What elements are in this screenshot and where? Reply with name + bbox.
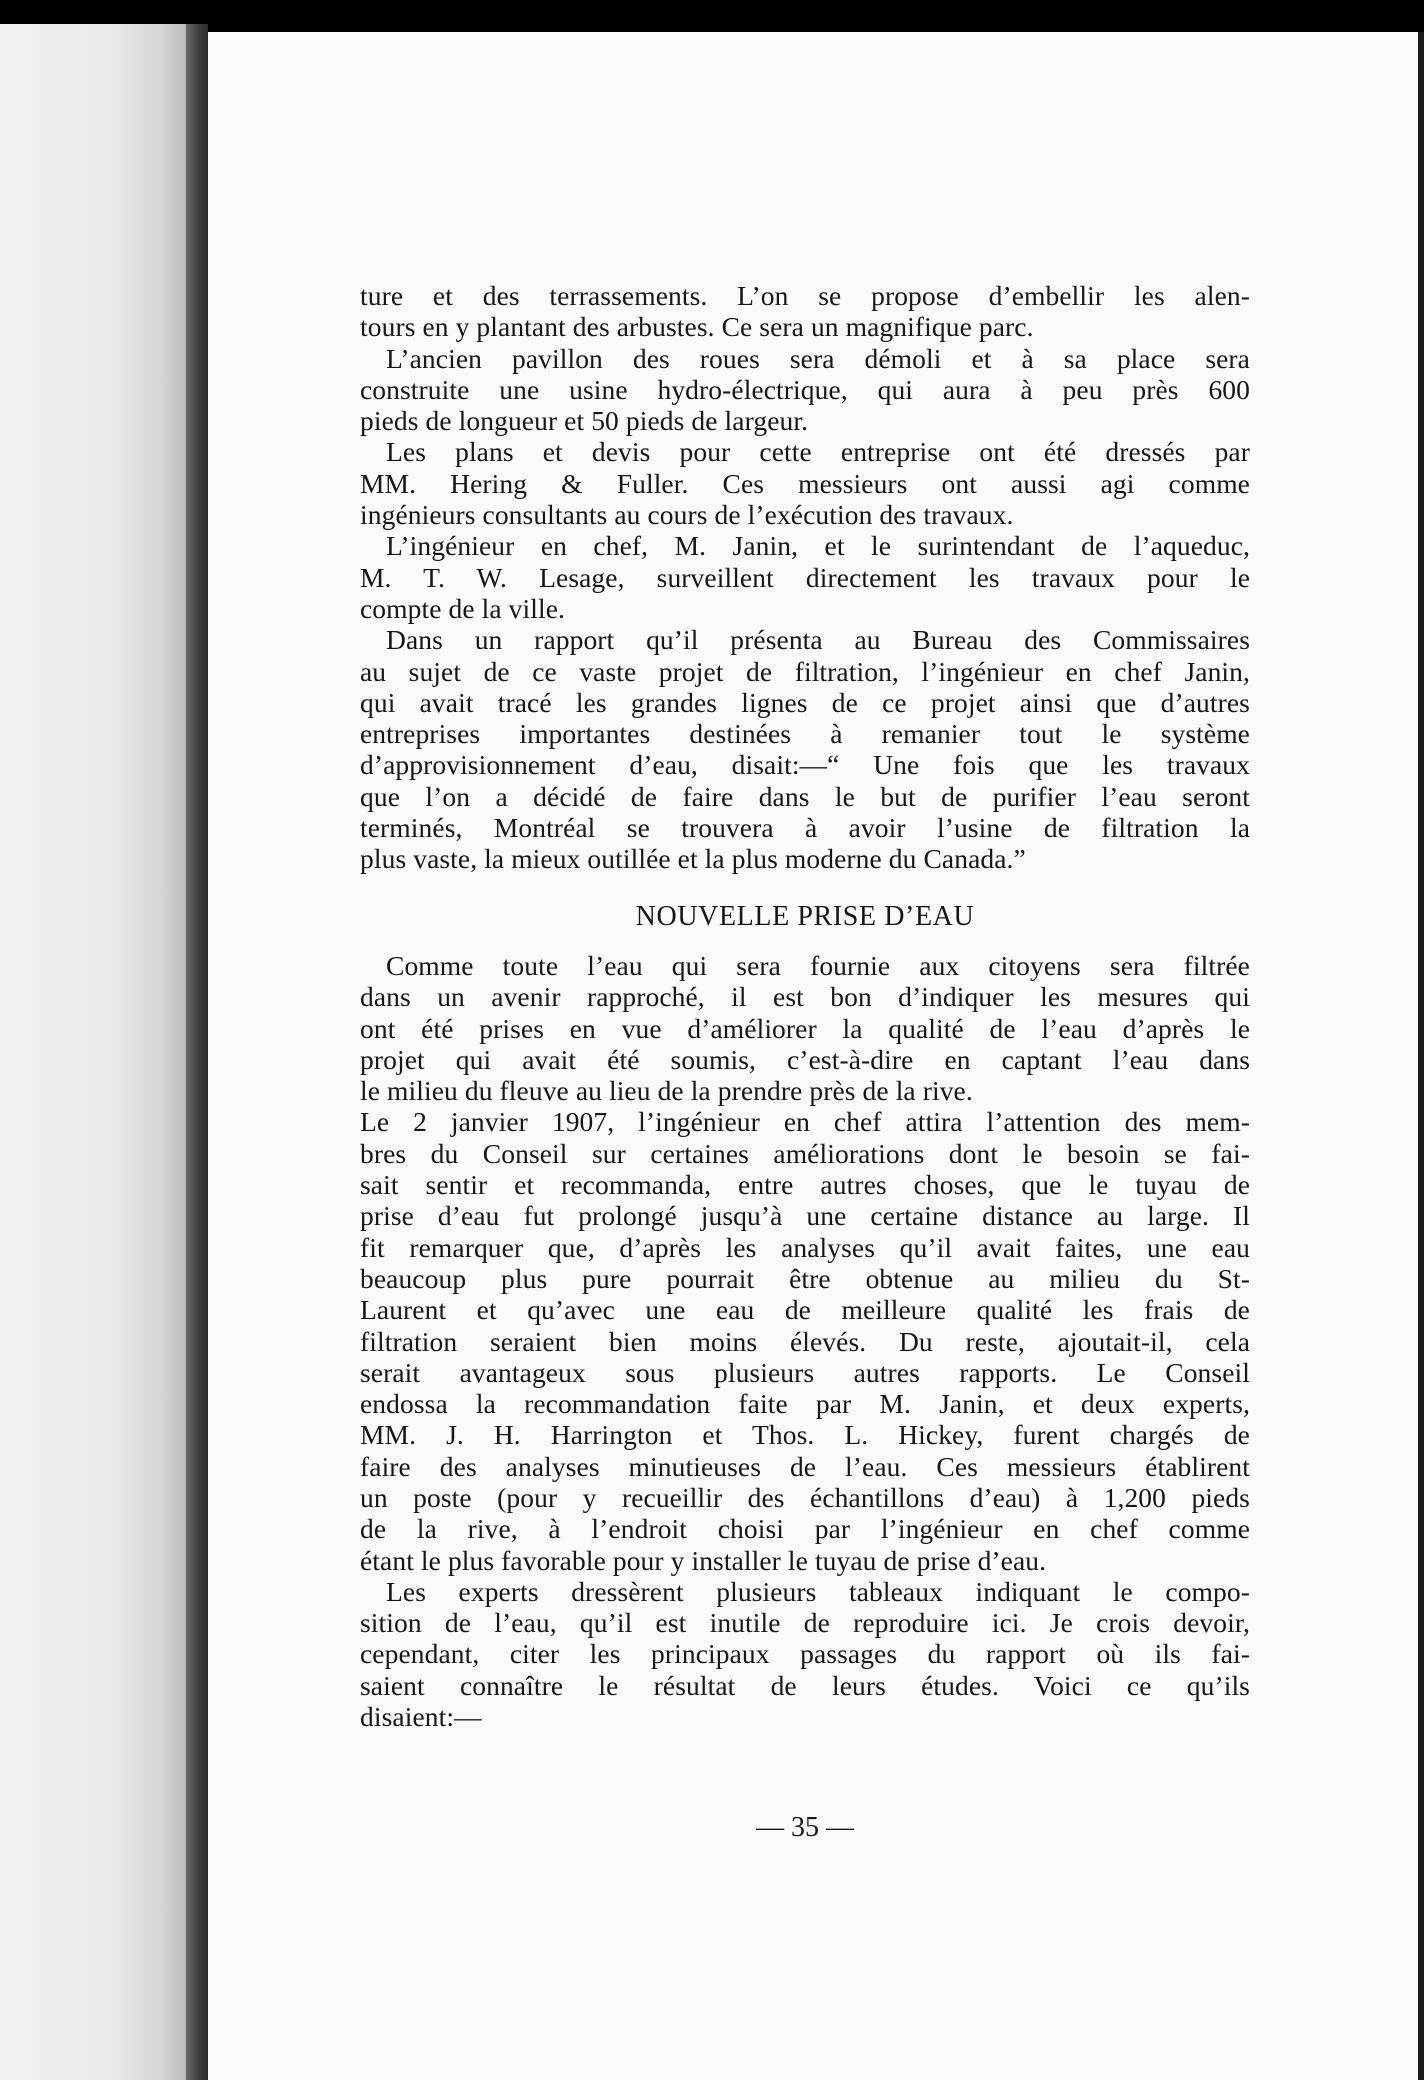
text-line: saient connaître le résultat de leurs études. Voici ce qu’ils xyxy=(360,1669,1250,1701)
page-number: — 35 — xyxy=(756,1812,854,1843)
paragraph xyxy=(360,950,1250,1106)
scan-right-border xyxy=(1418,32,1424,2080)
text-line: fit remarquer que, d’après les analyses qu’il avait faites, une eau xyxy=(360,1231,1250,1263)
text-line: compte de la ville. xyxy=(360,592,566,624)
page-body-text xyxy=(360,280,1250,1732)
text-line: de la rive, à l’endroit choisi par l’ingénieur en chef comme xyxy=(360,1513,1250,1545)
paragraph xyxy=(360,624,1250,874)
text-line: Laurent et qu’avec une eau de meilleure qualité les frais de xyxy=(360,1294,1250,1326)
text-line: beaucoup plus pure pourrait être obtenue au milieu du St- xyxy=(360,1262,1250,1294)
text-line: entreprises importantes destinées à remanier tout le système xyxy=(360,718,1250,750)
scan-top-border xyxy=(0,0,1424,32)
text-line: ont été prises en vue d’améliorer la qualité de l’eau d’après le xyxy=(360,1012,1250,1044)
text-line: pieds de longueur et 50 pieds de largeur. xyxy=(360,405,809,437)
text-line: filtration seraient bien moins élevés. Du reste, ajoutait-il, cela xyxy=(360,1325,1250,1357)
text-line: sition de l’eau, qu’il est inutile de reproduire ici. Je crois devoir, xyxy=(360,1607,1250,1639)
text-line: étant le plus favorable pour y installer le tuyau de prise d’eau. xyxy=(360,1544,1047,1576)
text-line: projet qui avait été soumis, c’est-à-dire en captant l’eau dans xyxy=(360,1043,1250,1075)
text-line: sait sentir et recommanda, entre autres choses, que le tuyau de xyxy=(360,1169,1250,1201)
text-line: L’ancien pavillon des roues sera démoli et à sa place sera xyxy=(386,342,1250,374)
facing-page-edge xyxy=(0,24,186,2080)
text-line: serait avantageux sous plusieurs autres rapports. Le Conseil xyxy=(360,1356,1250,1388)
paragraph xyxy=(360,436,1250,530)
text-line: Comme toute l’eau qui sera fournie aux citoyens sera filtrée xyxy=(386,949,1250,981)
text-line: dans un avenir rapproché, il est bon d’indiquer les mesures qui xyxy=(360,981,1250,1013)
text-line: Les plans et devis pour cette entreprise ont été dressés par xyxy=(386,436,1250,468)
text-line: ingénieurs consultants au cours de l’exécution des travaux. xyxy=(360,499,1014,531)
paragraph xyxy=(360,530,1250,624)
text-line: faire des analyses minutieuses de l’eau. Ces messieurs établirent xyxy=(360,1450,1250,1482)
paragraph xyxy=(360,280,1250,343)
text-line: endossa la recommandation faite par M. Janin, et deux experts, xyxy=(360,1388,1250,1420)
paragraphs-before-heading xyxy=(360,280,1250,875)
text-line: plus vaste, la mieux outillée et la plus moderne du Canada.” xyxy=(360,843,1026,875)
text-line: qui avait tracé les grandes lignes de ce projet ainsi que d’autres xyxy=(360,686,1250,718)
text-line: construite une usine hydro-électrique, qui aura à peu près 600 xyxy=(360,373,1250,405)
text-line: cependant, citer les principaux passages du rapport où ils fai- xyxy=(360,1638,1250,1670)
text-line: un poste (pour y recueillir des échantillons d’eau) à 1,200 pieds xyxy=(360,1481,1250,1513)
text-line: ture et des terrassements. L’on se propose d’embellir les alen- xyxy=(360,280,1250,311)
text-line: prise d’eau fut prolongé jusqu’à une certaine distance au large. Il xyxy=(360,1200,1250,1232)
paragraph xyxy=(360,343,1250,437)
text-line: d’approvisionnement d’eau, disait:—“ Une fois que les travaux xyxy=(360,749,1250,781)
paragraph xyxy=(360,1106,1250,1575)
book-gutter xyxy=(186,24,208,2080)
text-line: que l’on a décidé de faire dans le but de purifier l’eau seront xyxy=(360,780,1250,812)
text-line: bres du Conseil sur certaines améliorations dont le besoin se fai- xyxy=(360,1137,1250,1169)
text-line: L’ingénieur en chef, M. Janin, et le surintendant de l’aqueduc, xyxy=(386,530,1250,562)
text-line: MM. J. H. Harrington et Thos. L. Hickey, furent chargés de xyxy=(360,1419,1250,1451)
paragraphs-after-heading xyxy=(360,950,1250,1732)
text-line: M. T. W. Lesage, surveillent directement les travaux pour le xyxy=(360,561,1250,593)
text-line: Les experts dressèrent plusieurs tableaux indiquant le compo- xyxy=(386,1575,1250,1607)
paragraph xyxy=(360,1576,1250,1732)
section-heading: NOUVELLE PRISE D’EAU xyxy=(635,900,975,932)
text-line: MM. Hering & Fuller. Ces messieurs ont aussi agi comme xyxy=(360,467,1250,499)
text-line: terminés, Montréal se trouvera à avoir l’usine de filtration la xyxy=(360,812,1250,844)
text-line: disaient:— xyxy=(360,1701,482,1733)
text-line: Dans un rapport qu’il présenta au Bureau des Commissaires xyxy=(386,624,1250,656)
text-line: tours en y plantant des arbustes. Ce sera un magnifique parc. xyxy=(360,311,1034,343)
text-line: au sujet de ce vaste projet de filtration, l’ingénieur en chef Janin, xyxy=(360,655,1250,687)
text-line: Le 2 janvier 1907, l’ingénieur en chef attira l’attention des mem- xyxy=(360,1106,1250,1138)
text-line: le milieu du fleuve au lieu de la prendre près de la rive. xyxy=(360,1075,973,1107)
